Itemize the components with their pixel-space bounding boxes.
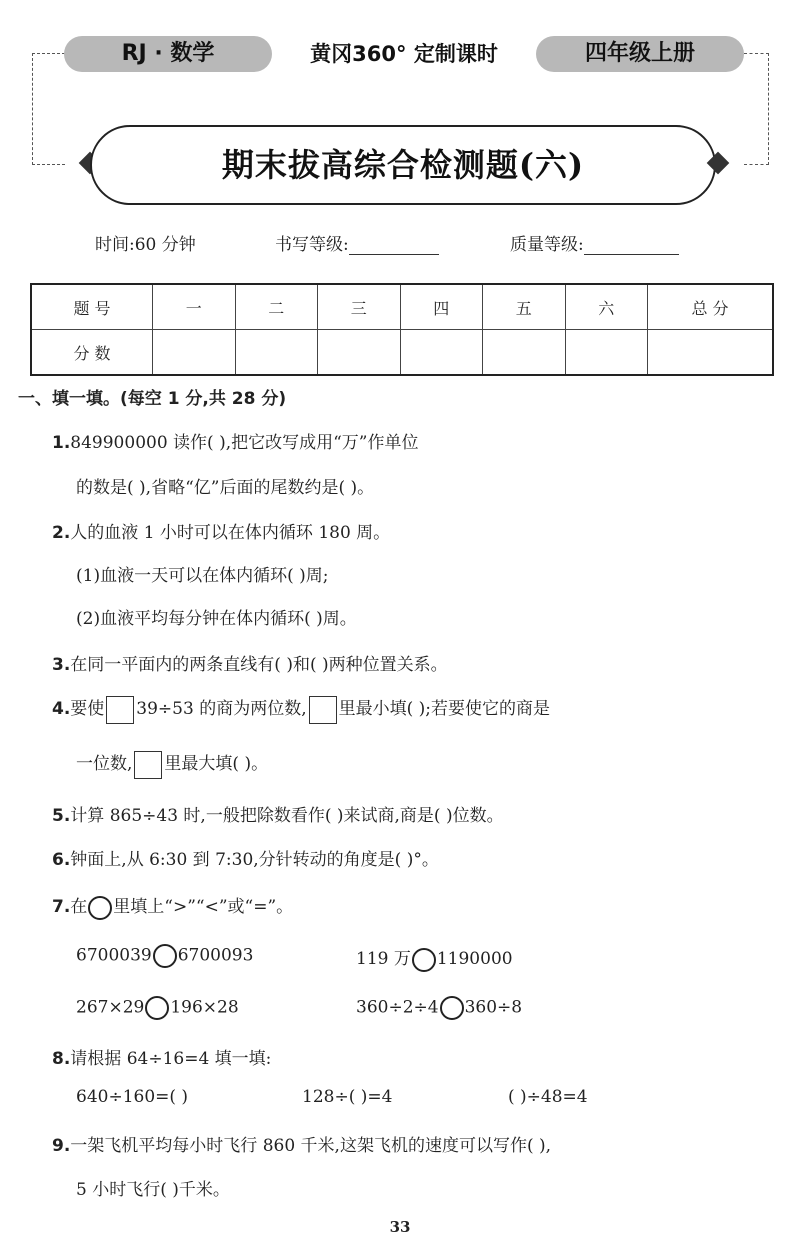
answer-box[interactable] [134, 751, 162, 779]
question-text: 钟面上,从 6:30 到 7:30,分针转动的角度是( )°。 [70, 850, 439, 870]
question-text: 一架飞机平均每小时飞行 860 千米,这架飞机的速度可以写作( ), [70, 1136, 552, 1156]
compare-circle[interactable] [440, 996, 464, 1020]
score-cell[interactable] [400, 330, 483, 376]
score-table-header-cell: 一 [153, 284, 236, 330]
series-title: 黄冈360° 定制课时 [310, 42, 498, 66]
quality-grade-label: 质量等级: [510, 235, 584, 255]
question-9 [52, 1131, 551, 1156]
score-cell[interactable] [235, 330, 318, 376]
score-table [30, 283, 774, 376]
question-1-line-2: 的数是( ),省略“亿”后面的尾数约是( )。 [76, 478, 375, 498]
compare-right: 196×28 [170, 997, 239, 1018]
compare-left: 119 万 [356, 949, 411, 969]
compare-right: 360÷8 [464, 997, 523, 1018]
score-cell[interactable] [483, 330, 566, 376]
compare-left: 6700039 [76, 945, 152, 966]
question-text: 里填上“>”“<”或“=”。 [113, 897, 294, 917]
compare-item [76, 944, 253, 968]
question-8 [52, 1044, 271, 1069]
compare-right: 1190000 [436, 949, 513, 969]
question-2 [52, 518, 390, 543]
question-text: 计算 865÷43 时,一般把除数看作( )来试商,商是( )位数。 [70, 806, 504, 826]
question-9-line-2: 5 小时飞行( )千米。 [76, 1180, 230, 1200]
header-left-bracket [32, 53, 65, 165]
score-table-header-cell: 四 [400, 284, 483, 330]
quality-grade [510, 230, 679, 255]
question-7 [52, 892, 293, 920]
score-table-header-cell: 五 [483, 284, 566, 330]
compare-circle[interactable] [153, 944, 177, 968]
question-number: 7. [52, 897, 71, 917]
question-number: 8. [52, 1049, 71, 1069]
question-4-line-2 [76, 749, 268, 779]
question-text: 人的血液 1 小时可以在体内循环 180 周。 [70, 523, 391, 543]
compare-circle[interactable] [145, 996, 169, 1020]
question-number: 1. [52, 433, 71, 453]
subject-pill: RJ · 数学 [64, 36, 272, 72]
page-number: 33 [389, 1218, 411, 1236]
fill-item: 640÷160=( ) [76, 1087, 189, 1107]
compare-item [356, 996, 522, 1020]
question-number: 2. [52, 523, 71, 543]
time-limit: 时间:60 分钟 [95, 235, 196, 255]
header-right-bracket [744, 53, 769, 165]
score-cell[interactable] [318, 330, 401, 376]
score-table-header-cell: 二 [235, 284, 318, 330]
score-cell[interactable] [565, 330, 648, 376]
question-text: 一位数, [76, 754, 133, 774]
compare-item [356, 944, 513, 972]
question-text: 39÷53 的商为两位数, [136, 699, 307, 719]
score-table-score-row [31, 330, 773, 376]
compare-left: 267×29 [76, 997, 145, 1018]
question-text: 要使 [70, 699, 105, 719]
question-number: 5. [52, 806, 71, 826]
question-number: 4. [52, 699, 71, 719]
question-text: 在 [70, 897, 88, 917]
compare-circle[interactable] [412, 948, 436, 972]
question-text: 里最小填( );若要使它的商是 [338, 699, 551, 719]
question-text: 849900000 读作( ),把它改写成用“万”作单位 [70, 433, 419, 453]
question-text: 请根据 64÷16=4 填一填: [70, 1049, 272, 1069]
section-heading: 一、填一填。(每空 1 分,共 28 分) [18, 389, 287, 409]
fill-item: ( )÷48=4 [508, 1087, 588, 1107]
question-number: 6. [52, 850, 71, 870]
compare-item [76, 996, 239, 1020]
grade-pill: 四年级上册 [536, 36, 744, 72]
writing-grade-blank[interactable] [349, 236, 439, 255]
compare-left: 360÷2÷4 [356, 997, 439, 1018]
score-table-header-cell: 总 分 [648, 284, 774, 330]
score-table-header-row [31, 284, 773, 330]
question-text: 里最大填( )。 [164, 754, 269, 774]
question-number: 3. [52, 655, 71, 675]
answer-box[interactable] [309, 696, 337, 724]
score-cell[interactable] [648, 330, 774, 376]
writing-grade [275, 230, 439, 255]
question-6 [52, 845, 439, 870]
page-title: 期末拔高综合检测题(六) [90, 125, 716, 205]
answer-box[interactable] [106, 696, 134, 724]
score-table-header-cell: 六 [565, 284, 648, 330]
fill-item: 128÷( )=4 [302, 1087, 393, 1107]
question-3 [52, 650, 448, 675]
score-cell[interactable] [153, 330, 236, 376]
question-2-part-1: (1)血液一天可以在体内循环( )周; [76, 566, 329, 586]
question-1 [52, 428, 419, 453]
question-2-part-2: (2)血液平均每分钟在体内循环( )周。 [76, 609, 357, 629]
quality-grade-blank[interactable] [584, 236, 679, 255]
compare-right: 6700093 [177, 945, 254, 966]
score-table-header-cell: 题 号 [31, 284, 153, 330]
score-row-label: 分 数 [31, 330, 153, 376]
score-table-header-cell: 三 [318, 284, 401, 330]
circle-icon [88, 896, 112, 920]
question-5 [52, 801, 504, 826]
question-text: 在同一平面内的两条直线有( )和( )两种位置关系。 [70, 655, 448, 675]
writing-grade-label: 书写等级: [275, 235, 349, 255]
question-number: 9. [52, 1136, 71, 1156]
question-4 [52, 694, 550, 724]
